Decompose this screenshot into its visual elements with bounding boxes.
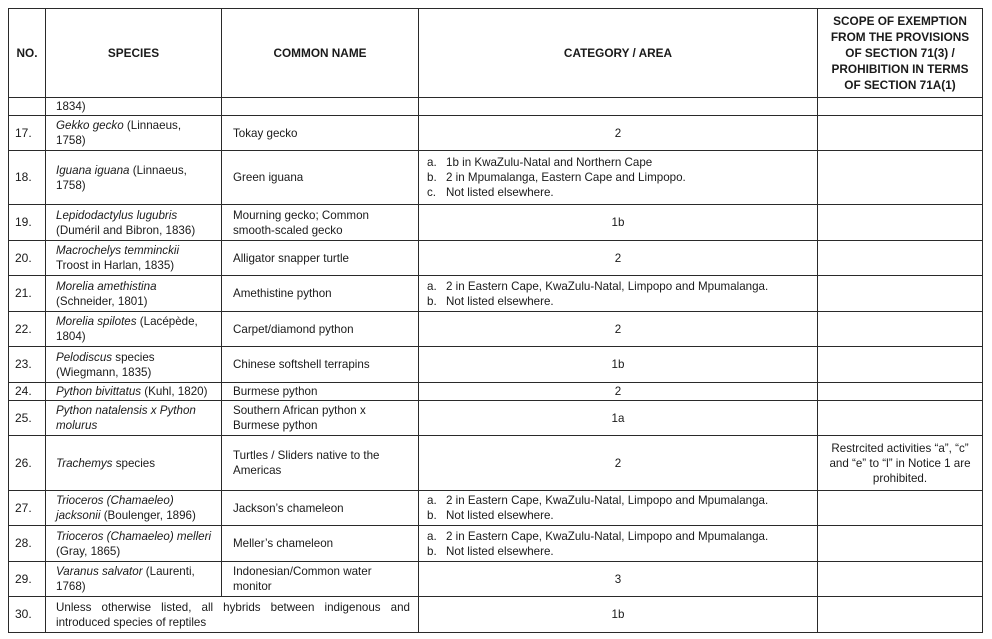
category-value: 1b <box>419 347 818 383</box>
category-list-cell <box>419 491 818 526</box>
row-number: 23. <box>9 347 46 383</box>
table-row <box>9 205 983 241</box>
header-scope: SCOPE OF EXEMPTION FROM THE PROVISIONS OF SECTION 71(3) / PROHIBITION IN TERMS OF SECTION 71A(1) <box>818 9 983 98</box>
list-text: 2 in Eastern Cape, KwaZulu-Natal, Limpopo and Mpumalanga. <box>446 529 769 543</box>
species-cell <box>46 151 222 205</box>
common-name: Turtles / Sliders native to the Americas <box>222 436 419 491</box>
category-list <box>427 529 809 559</box>
species-cell <box>46 436 222 491</box>
common-name: Tokay gecko <box>222 116 419 151</box>
scope-cell <box>818 205 983 241</box>
row-number: 22. <box>9 312 46 347</box>
scientific-name: Lepidodactylus lugubris <box>56 208 178 222</box>
species-cell <box>46 205 222 241</box>
header-category: CATEGORY / AREA <box>419 9 818 98</box>
table-cell <box>9 98 46 116</box>
list-text: Not listed elsewhere. <box>446 509 554 522</box>
species-authority: (Laurenti, 1768) <box>56 565 195 593</box>
scientific-name: Trachemys <box>56 456 113 470</box>
row-number: 20. <box>9 241 46 276</box>
list-text: 1b in KwaZulu-Natal and Northern Cape <box>446 156 653 169</box>
table-row <box>9 276 983 312</box>
row-number: 26. <box>9 436 46 491</box>
scope-cell <box>818 241 983 276</box>
list-item <box>427 544 809 559</box>
list-text: Not listed elsewhere. <box>446 294 554 308</box>
category-value: 2 <box>419 436 818 491</box>
scope-cell <box>818 151 983 205</box>
scientific-name: Trioceros (Chamaeleo) jacksonii <box>56 494 174 522</box>
scope-cell <box>818 383 983 401</box>
species-authority: (Linnaeus, 1758) <box>56 163 187 192</box>
category-list <box>427 279 809 309</box>
list-marker: c. <box>427 186 437 199</box>
category-value: 2 <box>419 241 818 276</box>
list-marker: b. <box>427 294 437 308</box>
list-item <box>427 493 809 508</box>
species-authority: (Duméril and Bibron, 1836) <box>56 223 196 237</box>
list-item <box>427 279 809 294</box>
species-authority: species <box>112 456 156 470</box>
list-item <box>427 185 809 200</box>
table-row <box>9 116 983 151</box>
common-name: Mourning gecko; Common smooth-scaled gecko <box>222 205 419 241</box>
common-name: Indonesian/Common water monitor <box>222 562 419 597</box>
table-row <box>9 241 983 276</box>
header-no: NO. <box>9 9 46 98</box>
table-cell <box>818 98 983 116</box>
species-cell <box>46 383 222 401</box>
scope-cell <box>818 116 983 151</box>
species-cell <box>46 347 222 383</box>
list-marker: a. <box>427 279 437 293</box>
scientific-name: Trioceros (Chamaeleo) melleri <box>56 529 212 543</box>
category-value: 2 <box>419 383 818 401</box>
category-list-cell <box>419 276 818 312</box>
species-cell <box>46 116 222 151</box>
species-authority: species (Wiegmann, 1835) <box>56 350 155 379</box>
list-marker: b. <box>427 544 437 558</box>
row-number: 17. <box>9 116 46 151</box>
scientific-name: Morelia amethistina <box>56 279 157 293</box>
continuation-row <box>9 98 983 116</box>
common-name: Burmese python <box>222 383 419 401</box>
scientific-name: Varanus salvator <box>56 565 143 578</box>
table-row <box>9 491 983 526</box>
species-cell <box>46 401 222 436</box>
document-page <box>8 8 982 633</box>
scope-cell <box>818 491 983 526</box>
species-authority: (Kuhl, 1820) <box>141 385 208 398</box>
category-list-cell <box>419 151 818 205</box>
row-number: 21. <box>9 276 46 312</box>
header-common-name: COMMON NAME <box>222 9 419 98</box>
category-value: 2 <box>419 116 818 151</box>
list-item <box>427 508 809 523</box>
scope-cell: Restrcited activities “a”, “c” and “e” to “l” in Notice 1 are prohibited. <box>818 436 983 491</box>
list-item <box>427 170 809 185</box>
row-number: 28. <box>9 526 46 562</box>
table-cell: 1834) <box>46 98 222 116</box>
row-number: 27. <box>9 491 46 526</box>
list-text: 2 in Eastern Cape, KwaZulu-Natal, Limpopo and Mpumalanga. <box>446 279 769 293</box>
scientific-name: Morelia spilotes <box>56 315 137 328</box>
category-list-cell <box>419 526 818 562</box>
scope-cell <box>818 562 983 597</box>
list-text: Not listed elsewhere. <box>446 544 554 558</box>
list-text: 2 in Mpumalanga, Eastern Cape and Limpopo. <box>446 171 686 184</box>
common-name: Alligator snapper turtle <box>222 241 419 276</box>
scope-cell <box>818 347 983 383</box>
scope-cell <box>818 597 983 633</box>
species-cell <box>46 526 222 562</box>
scientific-name: Python bivittatus <box>56 385 142 398</box>
list-item <box>427 529 809 544</box>
scientific-name: Python natalensis x Python molurus <box>56 404 196 432</box>
category-value: 1a <box>419 401 818 436</box>
species-authority: Troost in Harlan, 1835) <box>56 259 175 272</box>
species-authority: (Gray, 1865) <box>56 544 121 558</box>
scientific-name: Pelodiscus <box>56 350 113 364</box>
scientific-name: Macrochelys temminckii <box>56 244 180 257</box>
common-name: Meller’s chameleon <box>222 526 419 562</box>
table-row <box>9 312 983 347</box>
species-authority: (Linnaeus, 1758) <box>56 119 182 147</box>
list-marker: a. <box>427 494 437 507</box>
category-value: 3 <box>419 562 818 597</box>
species-cell <box>46 562 222 597</box>
species-authority: (Lacépède, 1804) <box>56 315 198 343</box>
list-text: 2 in Eastern Cape, KwaZulu-Natal, Limpopo and Mpumalanga. <box>446 494 769 507</box>
common-name: Chinese softshell terrapins <box>222 347 419 383</box>
row-number: 19. <box>9 205 46 241</box>
table-header-row <box>9 9 983 98</box>
species-cell <box>46 491 222 526</box>
scientific-name: Gekko gecko <box>56 119 124 132</box>
common-name: Jackson’s chameleon <box>222 491 419 526</box>
table-row <box>9 151 983 205</box>
common-name: Carpet/diamond python <box>222 312 419 347</box>
table-row <box>9 562 983 597</box>
header-species: SPECIES <box>46 9 222 98</box>
list-marker: a. <box>427 529 437 543</box>
species-authority: (Boulenger, 1896) <box>100 509 196 522</box>
species-table <box>8 8 983 633</box>
table-row <box>9 347 983 383</box>
list-item <box>427 294 809 309</box>
category-value: 2 <box>419 312 818 347</box>
category-list <box>427 155 809 200</box>
scope-cell <box>818 526 983 562</box>
common-name: Green iguana <box>222 151 419 205</box>
scope-cell <box>818 312 983 347</box>
species-cell <box>46 312 222 347</box>
species-authority: (Schneider, 1801) <box>56 294 148 308</box>
hybrid-description: Unless otherwise listed, all hybrids between indigenous and introduced species of reptiles <box>46 597 419 633</box>
table-row <box>9 526 983 562</box>
category-list <box>427 493 809 523</box>
row-number: 18. <box>9 151 46 205</box>
table-cell <box>222 98 419 116</box>
species-cell <box>46 276 222 312</box>
row-number: 30. <box>9 597 46 633</box>
list-marker: b. <box>427 509 437 522</box>
list-item <box>427 155 809 170</box>
scope-cell <box>818 276 983 312</box>
common-name: Amethistine python <box>222 276 419 312</box>
scientific-name: Iguana iguana <box>56 163 130 177</box>
list-marker: b. <box>427 171 437 184</box>
table-cell <box>419 98 818 116</box>
row-number: 24. <box>9 383 46 401</box>
species-cell <box>46 241 222 276</box>
row-number: 25. <box>9 401 46 436</box>
category-value: 1b <box>419 597 818 633</box>
table-row <box>9 597 983 633</box>
scope-cell <box>818 401 983 436</box>
common-name: Southern African python x Burmese python <box>222 401 419 436</box>
table-row <box>9 436 983 491</box>
list-text: Not listed elsewhere. <box>446 186 554 199</box>
table-row <box>9 383 983 401</box>
row-number: 29. <box>9 562 46 597</box>
table-row <box>9 401 983 436</box>
category-value: 1b <box>419 205 818 241</box>
list-marker: a. <box>427 156 437 169</box>
